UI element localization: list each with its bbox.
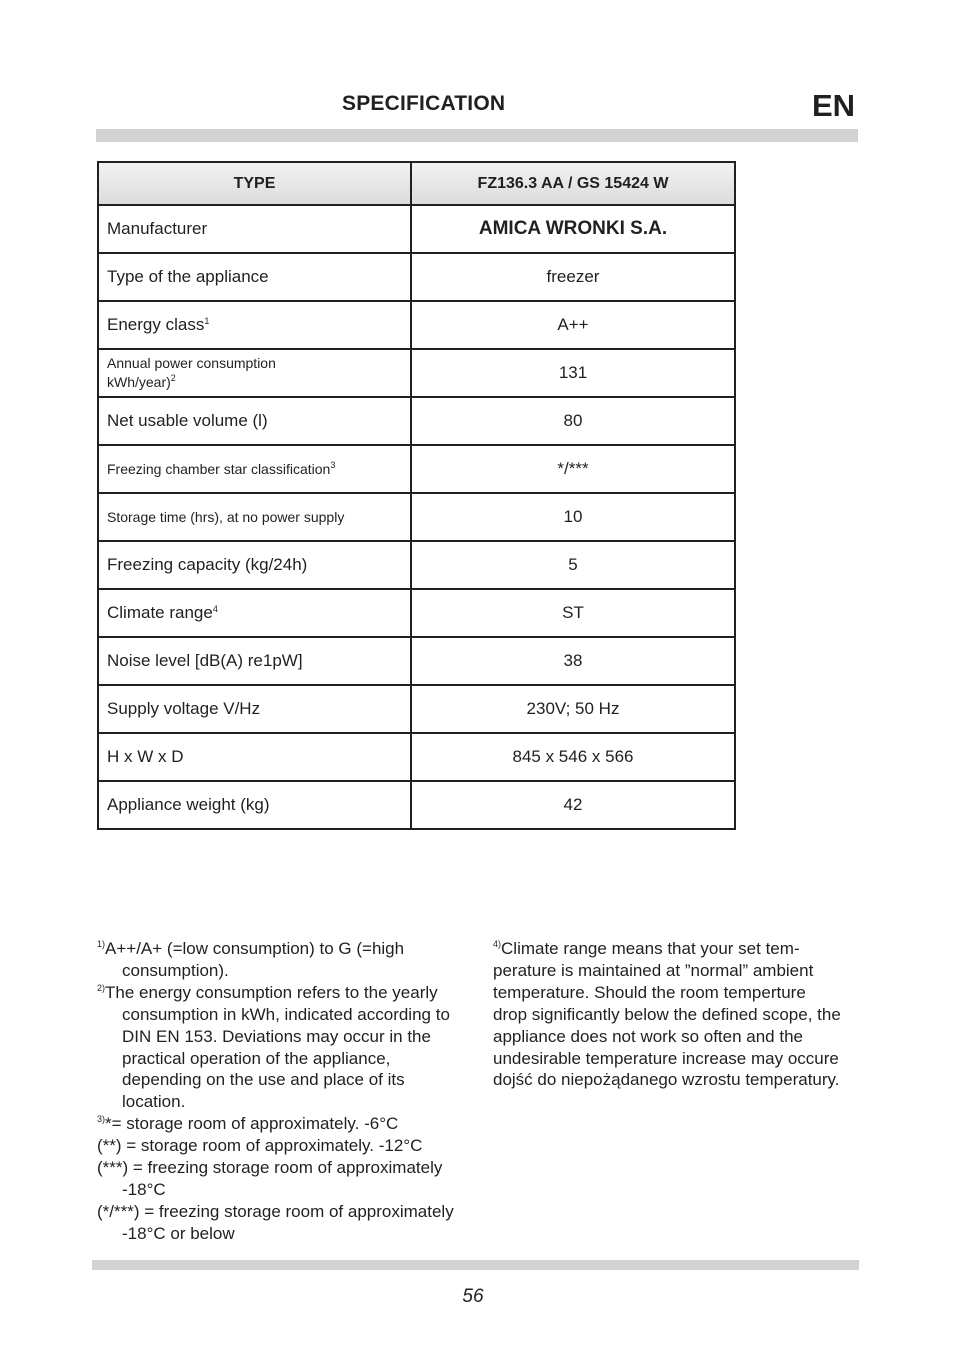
footnote: (**) = storage room of approximately. -12°C [97, 1136, 423, 1156]
table-row [98, 637, 735, 685]
row-label: Supply voltage V/Hz [98, 685, 411, 733]
row-value: 230V; 50 Hz [411, 685, 735, 733]
table-row [98, 541, 735, 589]
table-header-row [98, 162, 735, 205]
footnote-marker: 4 [212, 604, 218, 614]
column-header-type: TYPE [98, 162, 411, 205]
row-value: 42 [411, 781, 735, 829]
table-row [98, 253, 735, 301]
footnote: $^{1)}$A++/A+ (=low consumption) to G (=high consumption). [97, 939, 405, 980]
table-row [98, 301, 735, 349]
page-number: 56 [462, 1286, 484, 1307]
table-row [98, 733, 735, 781]
row-value: */*** [411, 445, 735, 493]
row-label: Energy class$^1$ [98, 301, 411, 349]
row-label: Freezing capacity (kg/24h) [98, 541, 411, 589]
row-label: Storage time (hrs), at no power supply [98, 493, 411, 541]
footnote: $^{2)}$The energy consumption refers to the yearly consumption in kWh, indicated according to DIN EN 153. Deviations may occur in the practical operation of the appliance, depending on the use and place of its location. [97, 982, 450, 1112]
table-row [98, 445, 735, 493]
footnotes-left [97, 938, 467, 1245]
row-label: Annual power consumption kWh/year)$^2$ [98, 349, 411, 397]
language-code: EN [812, 88, 856, 123]
table-row [98, 349, 735, 397]
footnote: $^{4)}$Climate range means that your set temperature is maintained at ”normal” ambient temperature. Should the room temperture drop significantly below the defined scope, the appliance does not work so often and the undesirable temperature increase may occure dojść do niepożądanego wzrostu temperatury. [493, 939, 841, 1090]
specification-table [97, 161, 736, 830]
footnote: (***) = freezing storage room of approximately -18°C [97, 1158, 443, 1199]
page-title: SPECIFICATION [342, 92, 506, 115]
row-value: 5 [411, 541, 735, 589]
row-value: 38 [411, 637, 735, 685]
footnotes-right [493, 938, 843, 1091]
row-label: H x W x D [98, 733, 411, 781]
row-value: ST [411, 589, 735, 637]
row-label: Net usable volume (l) [98, 397, 411, 445]
row-label: Appliance weight (kg) [98, 781, 411, 829]
row-value: 845 x 546 x 566 [411, 733, 735, 781]
footnote-marker: 2 [170, 373, 176, 383]
row-value: A++ [411, 301, 735, 349]
footnote: $^{3)}$*= storage room of approximately. -6°C [97, 1114, 399, 1134]
footnote-marker: 1 [204, 316, 210, 326]
row-value: AMICA WRONKI S.A. [411, 205, 735, 253]
table-row [98, 589, 735, 637]
header-divider [96, 129, 858, 142]
column-header-model: FZ136.3 AA / GS 15424 W [411, 162, 735, 205]
row-value: freezer [411, 253, 735, 301]
row-label: Climate range$^4$ [98, 589, 411, 637]
table-row [98, 205, 735, 253]
row-label: Manufacturer [98, 205, 411, 253]
table-row [98, 493, 735, 541]
row-value: 131 [411, 349, 735, 397]
footer-divider [92, 1260, 859, 1270]
row-label: Type of the appliance [98, 253, 411, 301]
row-label: Freezing chamber star classification$^3$ [98, 445, 411, 493]
table-row [98, 685, 735, 733]
footnote-marker: 3 [330, 459, 336, 470]
row-label: Noise level [dB(A) re1pW] [98, 637, 411, 685]
footnote: (*/***) = freezing storage room of approximately -18°C or below [97, 1201, 454, 1243]
row-value: 10 [411, 493, 735, 541]
table-row [98, 781, 735, 829]
row-value: 80 [411, 397, 735, 445]
table-row [98, 397, 735, 445]
